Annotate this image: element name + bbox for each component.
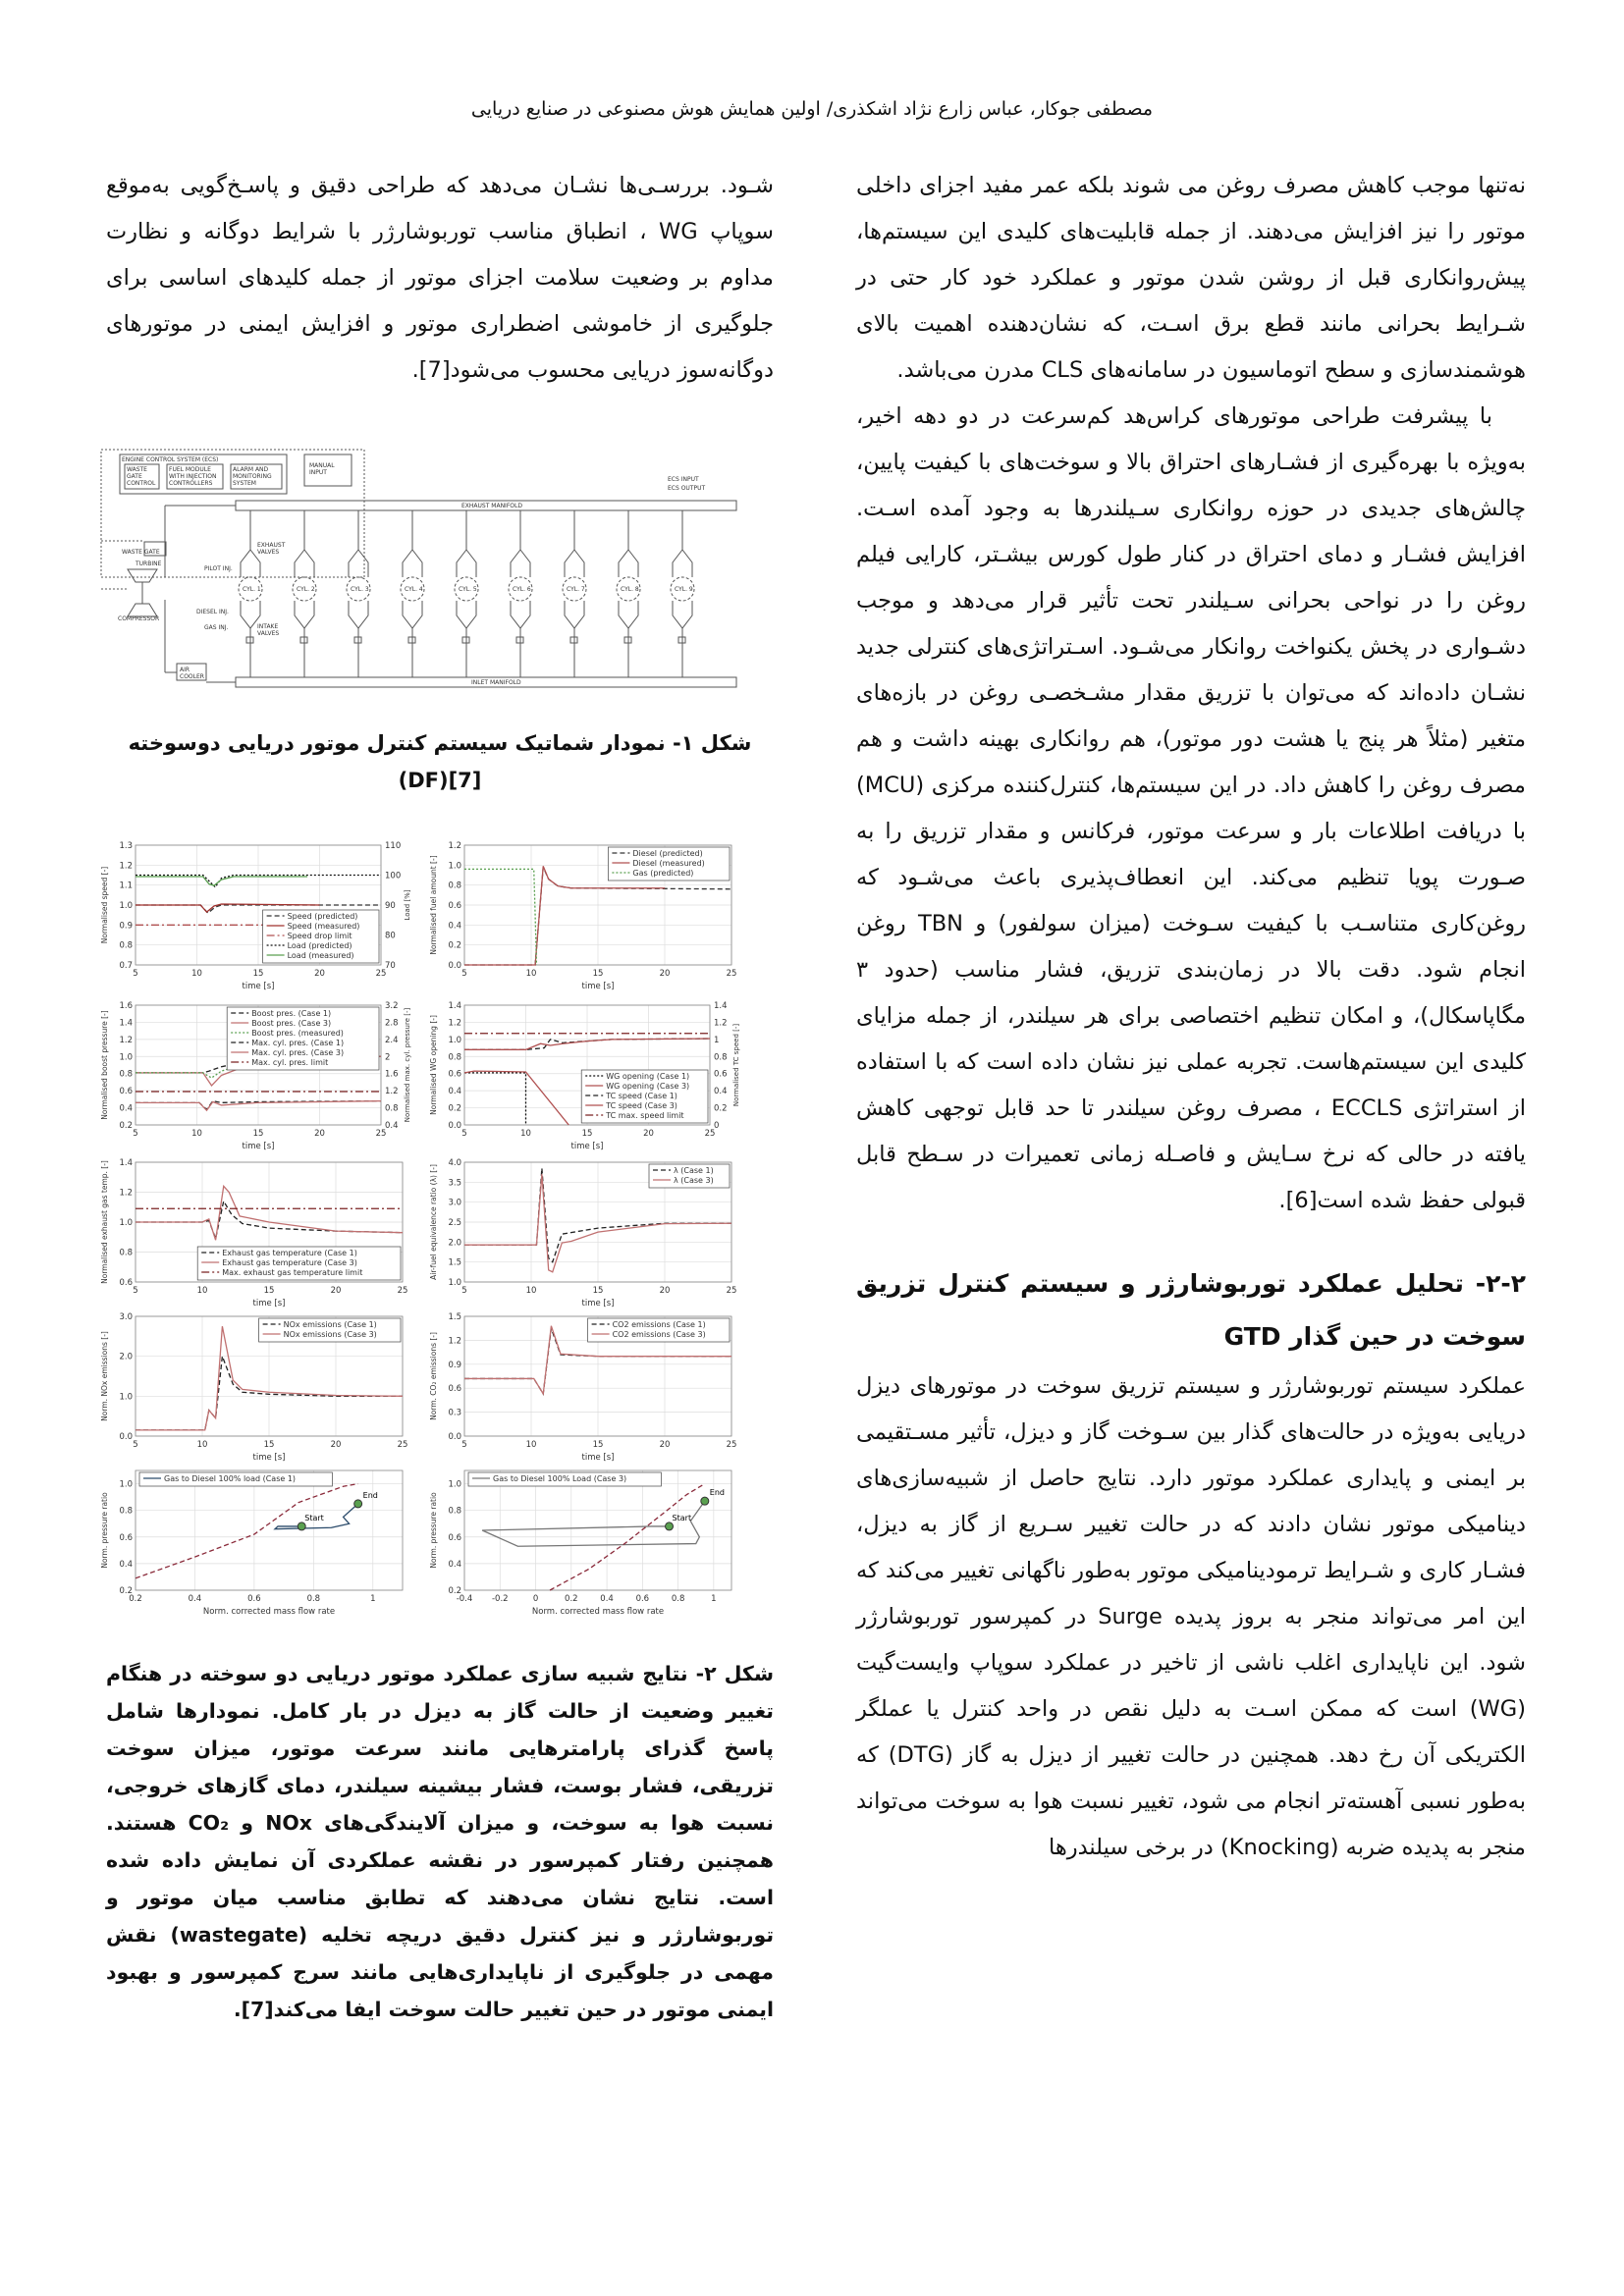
svg-text:5: 5: [133, 1286, 138, 1296]
svg-text:0.4: 0.4: [188, 1594, 202, 1604]
inlet-manifold-label: INLET MANIFOLD: [471, 679, 521, 686]
svg-text:0.6: 0.6: [635, 1594, 650, 1604]
svg-text:0.4: 0.4: [448, 1087, 461, 1097]
svg-text:20: 20: [659, 969, 671, 979]
series-line: [464, 869, 536, 965]
svg-text:WITH INJECTION: WITH INJECTION: [169, 473, 217, 480]
svg-text:25: 25: [726, 1286, 737, 1296]
svg-text:3.2: 3.2: [385, 1001, 399, 1011]
svg-text:time [s]: time [s]: [242, 1142, 275, 1151]
svg-text:1.2: 1.2: [448, 1336, 461, 1347]
svg-text:90: 90: [385, 901, 396, 911]
paragraph: نه‌تنها موجب کاهش مصرف روغن می شوند بلکه عمر مفید اجزای داخلی موتور را نیز افزایش می‌دهند. از جمله قابلیت‌های کلیدی این سیستم‌ها، پیش‌روانکاری قبل از روشن شدن موتور و عملکرد خود کار حتی در شـرایط بحرانی مانند قطع برق اسـت، که نشان‌دهنده اهمیت بالای هوشمندسازی و سطح اتوماسیون در سامانه‌های CLS مدرن می‌باشد.: [856, 173, 1526, 383]
svg-text:0.2: 0.2: [565, 1594, 578, 1604]
svg-text:0.3: 0.3: [448, 1408, 461, 1418]
svg-text:2.0: 2.0: [448, 1238, 461, 1249]
svg-text:ALARM AND: ALARM AND: [233, 466, 269, 473]
svg-text:0.4: 0.4: [448, 1559, 461, 1570]
svg-text:5: 5: [461, 969, 467, 979]
svg-text:Max. cyl. pres. limit: Max. cyl. pres. limit: [251, 1058, 329, 1067]
svg-text:20: 20: [314, 1129, 325, 1139]
series-line: [464, 1073, 526, 1125]
svg-text:1.2: 1.2: [385, 1087, 399, 1097]
svg-text:2.4: 2.4: [385, 1035, 399, 1045]
cylinder-label: CYL. 7: [567, 586, 585, 593]
legend-ecs-input: ECS INPUT: [668, 476, 699, 483]
svg-text:0.4: 0.4: [600, 1594, 614, 1604]
svg-text:3.0: 3.0: [448, 1198, 461, 1208]
svg-text:1.0: 1.0: [119, 1392, 133, 1403]
svg-text:CO2 emissions (Case 1): CO2 emissions (Case 1): [612, 1320, 706, 1329]
svg-text:1.0: 1.0: [448, 1479, 461, 1490]
svg-text:Speed (measured): Speed (measured): [287, 922, 360, 931]
svg-text:15: 15: [592, 969, 604, 979]
svg-text:0.6: 0.6: [448, 1532, 461, 1543]
svg-text:110: 110: [385, 841, 402, 851]
svg-text:Start: Start: [672, 1513, 692, 1522]
svg-text:0.0: 0.0: [448, 1432, 461, 1442]
svg-text:15: 15: [263, 1286, 275, 1296]
diesel-inj-label: DIESEL INJ.: [196, 609, 229, 615]
svg-text:time [s]: time [s]: [570, 1142, 604, 1151]
svg-text:λ (Case 3): λ (Case 3): [674, 1176, 714, 1185]
svg-text:10: 10: [525, 969, 537, 979]
svg-text:0.2: 0.2: [448, 1103, 461, 1114]
svg-text:5: 5: [133, 1129, 138, 1139]
svg-text:2.0: 2.0: [119, 1352, 133, 1362]
svg-text:1.0: 1.0: [119, 1218, 133, 1228]
series-line: [464, 866, 665, 965]
cylinder-label: CYL. 3: [351, 586, 369, 593]
svg-text:1.0: 1.0: [448, 1035, 461, 1045]
svg-text:25: 25: [726, 969, 737, 979]
svg-text:1.0: 1.0: [448, 861, 461, 872]
svg-text:1: 1: [711, 1594, 717, 1604]
figure1-caption-line2: [7](DF): [398, 769, 482, 792]
paragraph: شـود. بررسـی‌ها نشـان می‌دهد که طراحی دقیق و پاسـخ‌گویی به‌موقع سوپاپ WG ، انطباق مناسب توربوشارژر با شرایط دوگانه و نظارت مداوم بر وضعیت سلامت اجزای موتور از جمله کلیدهای اساسی برای جلوگیری از خاموشی اضطراری موتور و افزایش ایمنی در موتورهای دوگانه‌سوز دریایی محسوب می‌شود[7].: [106, 173, 774, 383]
svg-text:TC speed (Case 1): TC speed (Case 1): [606, 1092, 677, 1100]
svg-text:1.1: 1.1: [119, 881, 133, 891]
svg-text:0.0: 0.0: [119, 1432, 133, 1442]
svg-text:Max. cyl. pres. (Case 3): Max. cyl. pres. (Case 3): [251, 1048, 345, 1057]
svg-text:0.9: 0.9: [448, 1360, 461, 1370]
svg-text:time [s]: time [s]: [581, 982, 615, 991]
svg-text:Norm. CO₂ emissions [-]: Norm. CO₂ emissions [-]: [429, 1332, 438, 1420]
svg-text:End: End: [362, 1490, 378, 1500]
svg-text:WG opening (Case 1): WG opening (Case 1): [606, 1072, 690, 1081]
svg-text:Norm. corrected mass flow rate: Norm. corrected mass flow rate: [531, 1607, 665, 1617]
svg-text:20: 20: [659, 1440, 671, 1450]
svg-text:25: 25: [397, 1286, 408, 1296]
svg-text:1.2: 1.2: [714, 1018, 728, 1029]
svg-text:Norm. pressure ratio: Norm. pressure ratio: [100, 1492, 109, 1569]
chart-3: [98, 999, 412, 1154]
svg-text:5: 5: [461, 1440, 467, 1450]
svg-text:Normalised WG opening [-]: Normalised WG opening [-]: [429, 1015, 438, 1115]
svg-text:End: End: [709, 1488, 726, 1498]
svg-text:0.7: 0.7: [119, 961, 133, 971]
chart-9: [98, 1465, 412, 1620]
svg-text:10: 10: [525, 1286, 537, 1296]
svg-text:0.6: 0.6: [119, 1278, 133, 1288]
svg-text:0.8: 0.8: [448, 1506, 461, 1517]
svg-text:1.0: 1.0: [119, 901, 133, 911]
svg-text:Normalised boost pressure [-]: Normalised boost pressure [-]: [100, 1010, 109, 1120]
right-column: [856, 163, 1526, 1871]
svg-text:0.8: 0.8: [448, 881, 461, 891]
svg-text:time [s]: time [s]: [252, 1299, 286, 1308]
svg-text:Load (measured): Load (measured): [287, 951, 354, 960]
svg-text:VALVES: VALVES: [257, 549, 280, 556]
svg-text:Load (predicted): Load (predicted): [287, 941, 352, 950]
figure2-caption: شکل ۲- نتایج شبیه سازی عملکرد موتور دریایی دو سوخته در هنگام تغییر وضعیت از حالت گاز به دیزل در بار کامل. نمودارها شامل پاسخ گذرای پارامترهایی مانند سرعت موتور، میزان سوخت تزریقی، فشار بوست، فشار بیشینه سیلندر، دمای گازهای خروجی، نسبت هوا به سوخت، و میزان آلایندگی‌های NOx و CO₂ هستند. همچنین رفتار کمپرسور در نقشه عملکردی آن نمایش داده شده است. نتایج نشان می‌دهند که تطابق مناسب میان موتور و توربوشارژر و نیز کنترل دقیق دریچه تخلیه (wastegate) نقش مهمی در جلوگیری از ناپایداری‌هایی مانند سرج کمپرسور و بهبود ایمنی موتور در حین تغییر حالت سوخت ایفا می‌کند[7].: [106, 1662, 775, 2021]
cylinder-label: CYL. 6: [513, 586, 531, 593]
svg-text:0.2: 0.2: [129, 1594, 142, 1604]
svg-text:0.6: 0.6: [119, 1532, 133, 1543]
svg-text:0.9: 0.9: [119, 921, 133, 932]
svg-text:15: 15: [263, 1440, 275, 1450]
svg-text:10: 10: [520, 1129, 531, 1139]
svg-text:Diesel (predicted): Diesel (predicted): [632, 849, 703, 858]
section-heading: ۲-۲- تحلیل عملکرد توربوشارژر و سیستم کنترل تزریق سوخت در حین گذار GTD: [856, 1269, 1526, 1351]
svg-text:3.0: 3.0: [119, 1312, 133, 1322]
svg-text:NOx emissions (Case 1): NOx emissions (Case 1): [283, 1320, 377, 1329]
svg-text:1.4: 1.4: [119, 1018, 133, 1029]
svg-text:25: 25: [397, 1440, 408, 1450]
svg-text:1.0: 1.0: [448, 1278, 461, 1288]
chart-6: [427, 1156, 741, 1311]
svg-text:Exhaust gas temperature (Case: Exhaust gas temperature (Case 3): [222, 1258, 357, 1267]
svg-text:5: 5: [133, 1440, 138, 1450]
svg-text:1.3: 1.3: [119, 841, 133, 851]
svg-text:CONTROLLERS: CONTROLLERS: [169, 480, 213, 487]
svg-text:20: 20: [643, 1129, 654, 1139]
svg-text:0.4: 0.4: [714, 1087, 728, 1097]
svg-text:10: 10: [191, 1129, 202, 1139]
svg-text:0.0: 0.0: [448, 961, 461, 971]
svg-text:-0.2: -0.2: [491, 1594, 509, 1604]
svg-text:Boost pres. (Case 3): Boost pres. (Case 3): [251, 1019, 332, 1028]
cylinder-label: CYL. 8: [621, 586, 639, 593]
svg-text:Start: Start: [304, 1513, 324, 1522]
chart-10: [427, 1465, 741, 1620]
svg-text:0.8: 0.8: [714, 1052, 728, 1063]
svg-text:1.2: 1.2: [119, 1035, 133, 1045]
chart-7: [98, 1310, 412, 1466]
exhaust-manifold-label: EXHAUST MANIFOLD: [461, 503, 522, 509]
svg-text:0.0: 0.0: [448, 1121, 461, 1131]
svg-text:2: 2: [385, 1052, 391, 1063]
svg-text:0.8: 0.8: [119, 940, 133, 951]
figure1-caption: [106, 724, 774, 799]
svg-text:Normalised fuel amount [-]: Normalised fuel amount [-]: [429, 855, 438, 955]
svg-text:1.4: 1.4: [119, 1158, 133, 1168]
svg-text:4.0: 4.0: [448, 1158, 461, 1168]
svg-text:NOx emissions (Case 3): NOx emissions (Case 3): [283, 1330, 377, 1339]
svg-text:0.2: 0.2: [714, 1103, 728, 1114]
svg-text:WASTE: WASTE: [127, 466, 147, 473]
svg-text:1.2: 1.2: [448, 1018, 461, 1029]
svg-text:20: 20: [314, 969, 325, 979]
svg-text:Max. exhaust gas temperature l: Max. exhaust gas temperature limit: [222, 1268, 363, 1277]
svg-text:CONTROL: CONTROL: [127, 480, 156, 487]
svg-text:Gas to Diesel 100% load (Case: Gas to Diesel 100% load (Case 1): [164, 1474, 297, 1483]
svg-text:TC speed (Case 3): TC speed (Case 3): [606, 1101, 677, 1110]
svg-text:5: 5: [461, 1129, 467, 1139]
svg-text:0.2: 0.2: [119, 1586, 133, 1596]
svg-text:WG opening (Case 3): WG opening (Case 3): [606, 1082, 690, 1091]
chart-1: [98, 839, 412, 994]
svg-text:Gas (predicted): Gas (predicted): [632, 869, 694, 878]
chart-4: [427, 999, 741, 1154]
chart-2: [427, 839, 741, 994]
svg-text:10: 10: [191, 969, 202, 979]
svg-text:5: 5: [133, 969, 138, 979]
svg-text:0.8: 0.8: [306, 1594, 321, 1604]
svg-text:SYSTEM: SYSTEM: [233, 480, 256, 487]
running-header: مصطفی جوکار، عباس زارع نژاد اشکذری/ اولین همایش هوش مصنوعی در صنایع دریایی: [470, 98, 1154, 120]
ecs-label: ENGINE CONTROL SYSTEM (ECS): [122, 456, 219, 463]
svg-text:-0.4: -0.4: [456, 1594, 473, 1604]
svg-text:Norm. pressure ratio: Norm. pressure ratio: [429, 1492, 438, 1569]
svg-text:1: 1: [370, 1594, 376, 1604]
svg-text:0: 0: [714, 1121, 720, 1131]
svg-text:70: 70: [385, 961, 396, 971]
svg-text:Normalised exhaust gas temp. [: Normalised exhaust gas temp. [-]: [100, 1160, 109, 1284]
svg-text:25: 25: [726, 1440, 737, 1450]
legend-ecs-output: ECS OUTPUT: [668, 485, 706, 492]
compressor-label: COMPRESSOR: [118, 615, 160, 622]
svg-text:1.2: 1.2: [448, 841, 461, 851]
svg-text:1.4: 1.4: [714, 1001, 728, 1011]
svg-text:GATE: GATE: [127, 473, 142, 480]
cylinder-label: CYL. 5: [459, 586, 477, 593]
cylinder-label: CYL. 4: [405, 586, 423, 593]
svg-text:0.6: 0.6: [448, 901, 461, 911]
svg-text:20: 20: [330, 1440, 342, 1450]
svg-text:Boost pres. (Case 1): Boost pres. (Case 1): [251, 1009, 332, 1018]
svg-text:Norm. corrected mass flow rate: Norm. corrected mass flow rate: [202, 1607, 336, 1617]
cylinder-label: CYL. 2: [297, 586, 315, 593]
series-line: [135, 1484, 358, 1578]
svg-text:25: 25: [704, 1129, 716, 1139]
paragraph: عملکرد سیستم توربوشارژر و سیستم تزریق سوخت در موتورهای دیزل دریایی به‌ویژه در حالت‌های گذار بین سـوخت گاز و دیزل، تأثیر مسـتقیمی بر ایمنی و پایداری عملکرد موتور دارد. نتایج حاصل از شبیه‌سازی‌های دینامیکی موتور نشان دادند که در حالت تغییر سـریع از گاز به دیزل، فشـار کاری و شـرایط ترمودینامیکی موتور به‌طور ناگهانی تغییر می‌کند که این امر می‌تواند منجر به بروز پدیده Surge در کمپرسور توربوشارژر شود. این ناپایداری اغلب ناشی از تاخیر در عملکرد سوپاپ وایست‌گیت (WG) است که ممکن اسـت به دلیل نقص در واحد کنترل یا عملگر الکتریکی آن رخ دهد. همچنین در حالت تغییر از دیزل به گاز (DTG) که به‌طور نسبی آهسته‌تر انجام می شود، تغییر نسبت هوا به سوخت می‌تواند منجر به پدیده ضربه (Knocking) در برخی سیلندرها: [856, 1373, 1526, 1860]
svg-text:Exhaust gas temperature (Case: Exhaust gas temperature (Case 1): [222, 1249, 357, 1257]
svg-text:0.6: 0.6: [247, 1594, 261, 1604]
cylinder-label: CYL. 9: [675, 586, 693, 593]
svg-text:10: 10: [196, 1440, 208, 1450]
waste-gate-label: WASTE GATE: [122, 549, 160, 556]
svg-text:10: 10: [525, 1440, 537, 1450]
svg-text:0.4: 0.4: [119, 1103, 133, 1114]
svg-text:0.4: 0.4: [119, 1559, 133, 1570]
svg-text:time [s]: time [s]: [242, 982, 275, 991]
svg-text:0.6: 0.6: [448, 1384, 461, 1395]
svg-text:0.8: 0.8: [448, 1052, 461, 1063]
svg-text:Normalised TC speed [-]: Normalised TC speed [-]: [732, 1023, 740, 1107]
svg-text:1.5: 1.5: [448, 1312, 461, 1322]
svg-text:25: 25: [375, 969, 387, 979]
svg-text:1.6: 1.6: [385, 1069, 399, 1080]
svg-text:time [s]: time [s]: [581, 1453, 615, 1463]
svg-text:Air-fuel equivalence ratio (λ): Air-fuel equivalence ratio (λ) [-]: [429, 1164, 438, 1280]
turbine-label: TURBINE: [135, 561, 162, 567]
svg-text:Normalised max. cyl. pressure: Normalised max. cyl. pressure [-]: [404, 1007, 411, 1123]
svg-text:0.8: 0.8: [119, 1248, 133, 1258]
svg-text:2.8: 2.8: [385, 1018, 399, 1029]
svg-text:0.8: 0.8: [119, 1506, 133, 1517]
series-line: [464, 1071, 568, 1125]
svg-text:20: 20: [330, 1286, 342, 1296]
svg-text:MANUAL: MANUAL: [309, 462, 335, 469]
svg-text:Speed (predicted): Speed (predicted): [287, 912, 358, 921]
chart-8: [427, 1310, 741, 1466]
svg-text:1.0: 1.0: [119, 1052, 133, 1063]
svg-text:Load [%]: Load [%]: [404, 889, 411, 921]
svg-text:15: 15: [592, 1440, 604, 1450]
svg-text:0.6: 0.6: [448, 1069, 461, 1080]
svg-text:0.8: 0.8: [119, 1069, 133, 1080]
svg-text:TC max. speed limit: TC max. speed limit: [606, 1111, 684, 1120]
svg-text:100: 100: [385, 871, 402, 881]
schematic-labels: [118, 456, 705, 686]
svg-text:80: 80: [385, 931, 396, 941]
svg-text:3.5: 3.5: [448, 1178, 461, 1189]
svg-text:2.5: 2.5: [448, 1218, 461, 1228]
svg-text:0.6: 0.6: [714, 1069, 728, 1080]
svg-text:MONITORING: MONITORING: [233, 473, 272, 480]
svg-text:1: 1: [714, 1035, 720, 1045]
svg-text:15: 15: [252, 1129, 264, 1139]
cylinder-label: CYL. 1: [243, 586, 261, 593]
svg-text:EXHAUST: EXHAUST: [257, 542, 286, 549]
svg-text:1.4: 1.4: [448, 1001, 461, 1011]
svg-text:0.4: 0.4: [385, 1121, 399, 1131]
svg-text:15: 15: [581, 1129, 593, 1139]
svg-text:10: 10: [196, 1286, 208, 1296]
svg-text:0.2: 0.2: [448, 1586, 461, 1596]
svg-text:time [s]: time [s]: [252, 1453, 286, 1463]
svg-text:time [s]: time [s]: [581, 1299, 615, 1308]
svg-text:Max. cyl. pres. (Case 1): Max. cyl. pres. (Case 1): [251, 1039, 345, 1047]
svg-text:0.6: 0.6: [119, 1087, 133, 1097]
svg-text:0.2: 0.2: [119, 1121, 133, 1131]
svg-text:0.8: 0.8: [671, 1594, 685, 1604]
chart-5: [98, 1156, 412, 1311]
paragraph: با پیشرفت طراحی موتورهای کراس‌هد کم‌سرعت در دو دهه اخیر، به‌ویژه با بهره‌گیری از فشـارهای احتراق بالا و سوخت‌های با کیفیت پایین، چالش‌های جدیدی در حوزه روانکاری سـیلندرها به وجود آمده اسـت. افزایش فشـار و دمای احتراق در کنار طول کورس بیشـتر، کارایی فیلم روغن را در نواحی بحرانی سـیلندر تحت تأثیر قرار می‌دهد و موجب دشـواری در پخش یکنواخت روانکار می‌شـود. اسـتراتژی‌های کنترلی جدید نشـان داده‌اند که می‌توان با تزریق مقدار مشـخصـی روغن در بازه‌های متغیر (مثلاً هر پنج یا هشت دور موتور)، هم روانکاری بهینه داشت و هم مصرف روغن را کاهش داد. در این سیستم‌ها، کنترل‌کننده مرکزی (MCU) با دریافت اطلاعات بار و سرعت موتور، فرکانس و مقدار تزریق را به صـورت پویا تنظیم می‌کند. این انعطاف‌پذیری باعث می‌شـود که روغن‌کاری متناسـب با کیفیت سـوخت (میزان سولفور) و TBN روغن انجام شود. دقت بالا در زمان‌بندی تزریق، فشار مناسب (حدود ۳ مگاپاسکال)، و امکان تنظیم اختصاصی برای هر سیلندر، از جمله مزایای کلیدی این سیستم‌هاست. تجربه عملی نیز نشان داده است که با استفاده از استراتژی ECCLS ، مصرف روغن سیلندر تا حد قابل توجهی کاهش یافته در حالی که نرخ سـایش و فاصـله زمانی تعمیرات در سـطح قابل قبولی حفظ شده است[6].: [856, 403, 1526, 1213]
svg-text:INPUT: INPUT: [309, 469, 327, 476]
gas-inj-label: GAS INJ.: [204, 624, 229, 631]
svg-text:0.8: 0.8: [385, 1103, 399, 1114]
svg-text:1.2: 1.2: [119, 861, 133, 872]
svg-text:15: 15: [592, 1286, 604, 1296]
svg-text:AIR: AIR: [180, 667, 190, 673]
svg-text:λ (Case 1): λ (Case 1): [674, 1166, 714, 1175]
svg-text:15: 15: [252, 969, 264, 979]
svg-text:Gas to Diesel 100% Load (Case: Gas to Diesel 100% Load (Case 3): [493, 1474, 627, 1483]
svg-text:Normalised speed [-]: Normalised speed [-]: [100, 866, 109, 944]
svg-text:Norm. NOx emissions [-]: Norm. NOx emissions [-]: [100, 1331, 109, 1421]
svg-text:Boost pres. (measured): Boost pres. (measured): [251, 1029, 344, 1038]
svg-text:1.0: 1.0: [119, 1479, 133, 1490]
svg-text:5: 5: [461, 1286, 467, 1296]
svg-text:0.4: 0.4: [448, 921, 461, 932]
svg-text:Speed drop limit: Speed drop limit: [287, 932, 352, 940]
figure1-caption-line1: شکل ۱- نمودار شماتیک سیستم کنترل موتور دریایی دوسوخته: [128, 731, 752, 755]
svg-text:FUEL MODULE: FUEL MODULE: [169, 466, 211, 473]
svg-text:Diesel (measured): Diesel (measured): [632, 859, 705, 868]
left-column: [106, 163, 774, 394]
svg-text:1.5: 1.5: [448, 1257, 461, 1268]
svg-text:0.2: 0.2: [448, 940, 461, 951]
svg-text:CO2 emissions (Case 3): CO2 emissions (Case 3): [612, 1330, 706, 1339]
pilot-inj-label: PILOT INJ.: [204, 565, 233, 572]
svg-text:1.2: 1.2: [119, 1188, 133, 1199]
svg-text:COOLER: COOLER: [180, 673, 204, 680]
svg-text:0: 0: [532, 1594, 539, 1604]
svg-text:VALVES: VALVES: [257, 630, 280, 637]
svg-text:INTAKE: INTAKE: [257, 623, 279, 630]
svg-text:20: 20: [659, 1286, 671, 1296]
svg-text:1.6: 1.6: [119, 1001, 133, 1011]
engine-control-schematic: [98, 437, 746, 707]
svg-text:25: 25: [375, 1129, 387, 1139]
